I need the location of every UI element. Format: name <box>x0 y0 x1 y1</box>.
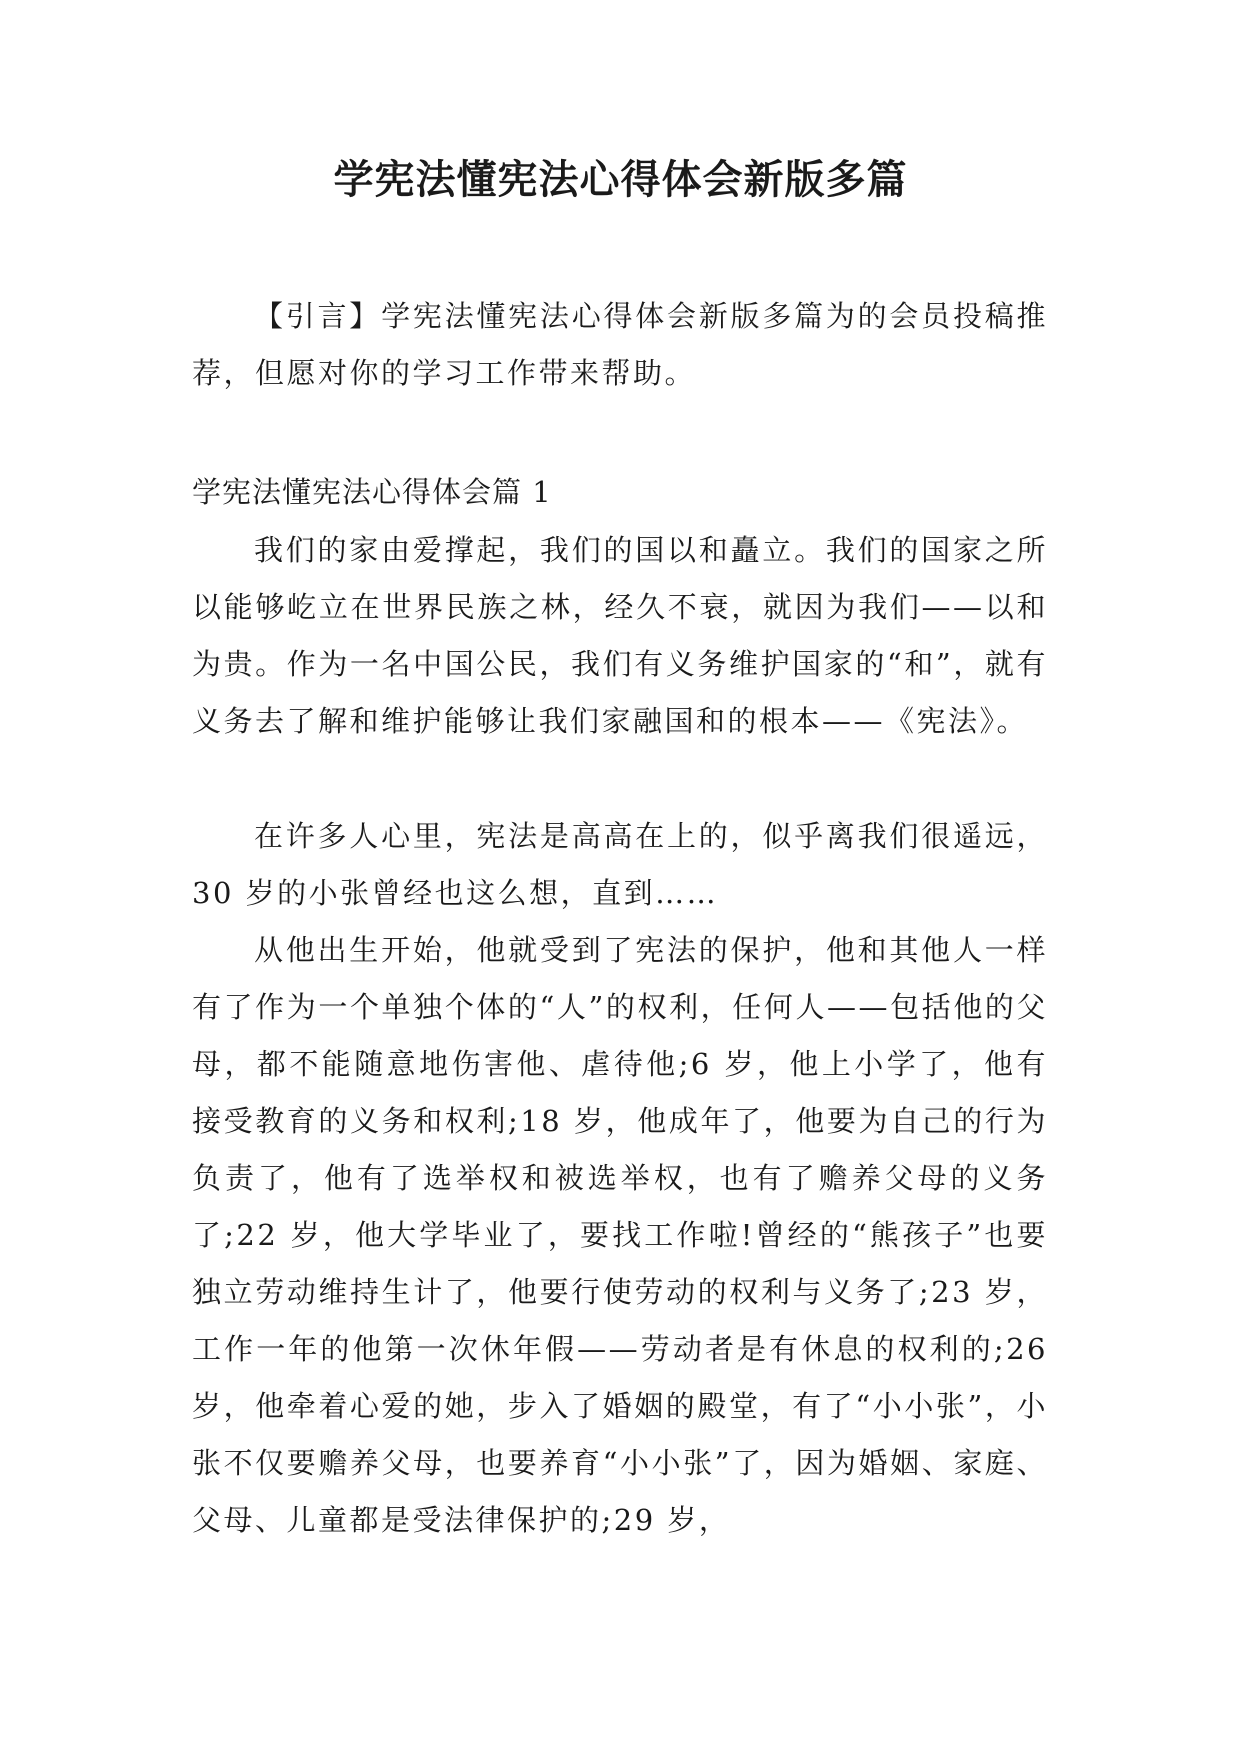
section-heading: 学宪法懂宪法心得体会篇 1 <box>192 475 552 509</box>
body-paragraph: 我们的家由爱撑起，我们的国以和矗立。我们的国家之所以能够屹立在世界民族之林，经久不衰，就因为我们——以和为贵。作为一名中国公民，我们有义务维护国家的“和”，就有义务去了解和维护能够让我们家融国和的根本——《宪法》。 <box>192 533 1048 738</box>
intro-paragraph: 【引言】学宪法懂宪法心得体会新版多篇为的会员投稿推荐，但愿对你的学习工作带来帮助。 <box>192 299 1048 390</box>
document-title: 学宪法懂宪法心得体会新版多篇 <box>333 157 908 203</box>
body-paragraph: 在许多人心里，宪法是高高在上的，似乎离我们很遥远，30 岁的小张曾经也这么想，直到…… <box>192 819 1048 910</box>
body-paragraph: 从他出生开始，他就受到了宪法的保护，他和其他人一样有了作为一个单独个体的“人”的权利，任何人——包括他的父母，都不能随意地伤害他、虐待他;6 岁，他上小学了，他有接受教育的义务和权利;18 岁，他成年了，他要为自己的行为负责了，他有了选举权和被选举权，也有了赡养父母的义务了;22 岁，他大学毕业了，要找工作啦!曾经的“熊孩子”也要独立劳动维持生计了，他要行使劳动的权利与义务了;23 岁，工作一年的他第一次休年假——劳动者是有休息的权利的;26 岁，他牵着心爱的她，步入了婚姻的殿堂，有了“小小张”，小张不仅要赡养父母，也要养育“小小张”了，因为婚姻、家庭、父母、儿童都是受法律保护的;29 岁， <box>192 933 1048 1537</box>
